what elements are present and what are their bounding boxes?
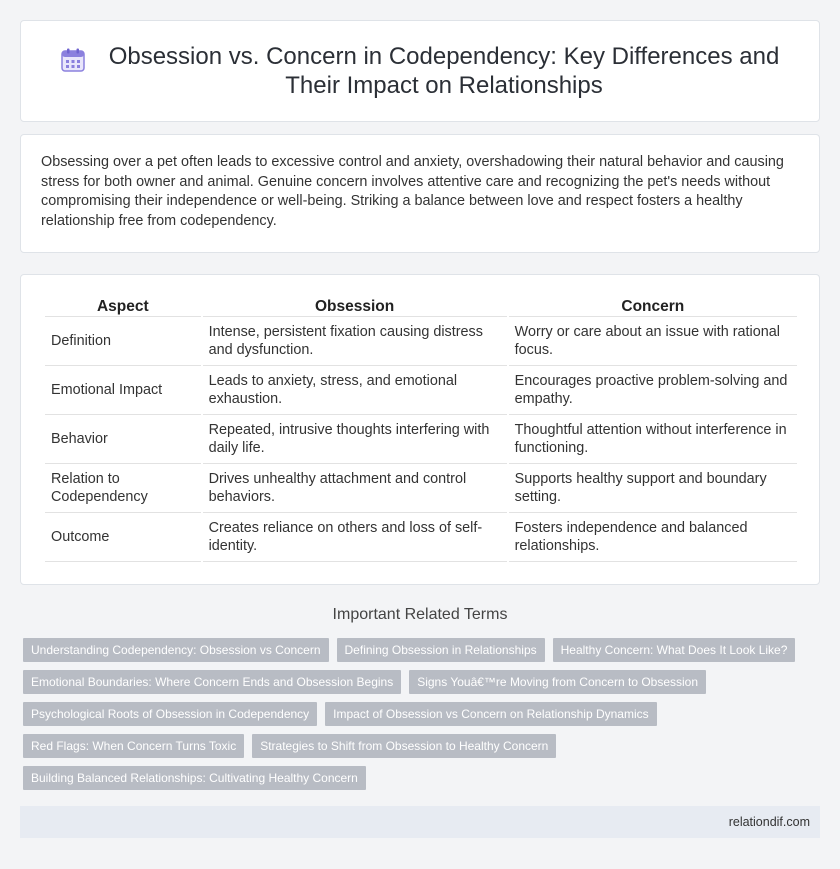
table-row xyxy=(45,317,797,366)
table-row xyxy=(45,513,797,562)
cell-obsession: Drives unhealthy attachment and control behaviors. xyxy=(203,464,507,513)
related-term-link[interactable]: Signs Youâ€™re Moving from Concern to Obsession xyxy=(409,670,706,694)
cell-concern: Encourages proactive problem-solving and empathy. xyxy=(509,366,797,415)
cell-aspect: Behavior xyxy=(45,415,201,464)
cell-concern: Thoughtful attention without interference in functioning. xyxy=(509,415,797,464)
related-term-link[interactable]: Impact of Obsession vs Concern on Relationship Dynamics xyxy=(325,702,656,726)
comparison-card xyxy=(20,274,820,585)
table-row xyxy=(45,464,797,513)
page-title: Obsession vs. Concern in Codependency: Key Differences and Their Impact on Relationships xyxy=(108,43,780,99)
cell-aspect: Emotional Impact xyxy=(45,366,201,415)
footer-site-link[interactable]: relationdif.com xyxy=(728,815,810,829)
header-aspect: Aspect xyxy=(45,295,201,317)
header-obsession: Obsession xyxy=(203,295,507,317)
intro-card xyxy=(20,134,820,253)
footer xyxy=(20,806,820,838)
header-concern: Concern xyxy=(509,295,797,317)
cell-aspect: Relation to Codependency xyxy=(45,464,201,513)
cell-concern: Worry or care about an issue with rational focus. xyxy=(509,317,797,366)
table-header-row xyxy=(45,295,797,317)
related-term-link[interactable]: Building Balanced Relationships: Cultivating Healthy Concern xyxy=(23,766,366,790)
cell-aspect: Outcome xyxy=(45,513,201,562)
related-terms-list xyxy=(23,638,813,790)
header xyxy=(60,42,780,100)
related-term-link[interactable]: Defining Obsession in Relationships xyxy=(337,638,545,662)
intro-paragraph: Obsessing over a pet often leads to excessive control and anxiety, overshadowing their natural behavior and causing stress for both owner and animal. Genuine concern involves attentive care and recognizing the pet's needs without compromising their independence or well-being. Striking a balance between love and respect fosters a healthy relationship free from codependency. xyxy=(41,154,784,229)
related-term-link[interactable]: Emotional Boundaries: Where Concern Ends and Obsession Begins xyxy=(23,670,401,694)
table-row xyxy=(45,366,797,415)
cell-concern: Supports healthy support and boundary setting. xyxy=(509,464,797,513)
cell-concern: Fosters independence and balanced relationships. xyxy=(509,513,797,562)
related-term-link[interactable]: Psychological Roots of Obsession in Codependency xyxy=(23,702,317,726)
cell-obsession: Repeated, intrusive thoughts interfering with daily life. xyxy=(203,415,507,464)
related-term-link[interactable]: Strategies to Shift from Obsession to Healthy Concern xyxy=(252,734,556,758)
cell-aspect: Definition xyxy=(45,317,201,366)
related-term-link[interactable]: Healthy Concern: What Does It Look Like? xyxy=(553,638,796,662)
calendar-icon xyxy=(60,47,86,73)
related-term-link[interactable]: Red Flags: When Concern Turns Toxic xyxy=(23,734,244,758)
cell-obsession: Creates reliance on others and loss of self-identity. xyxy=(203,513,507,562)
header-card xyxy=(20,20,820,122)
cell-obsession: Leads to anxiety, stress, and emotional exhaustion. xyxy=(203,366,507,415)
related-terms-title: Important Related Terms xyxy=(332,606,508,623)
table-row xyxy=(45,415,797,464)
cell-obsession: Intense, persistent fixation causing distress and dysfunction. xyxy=(203,317,507,366)
related-term-link[interactable]: Understanding Codependency: Obsession vs Concern xyxy=(23,638,329,662)
comparison-table xyxy=(43,295,799,562)
